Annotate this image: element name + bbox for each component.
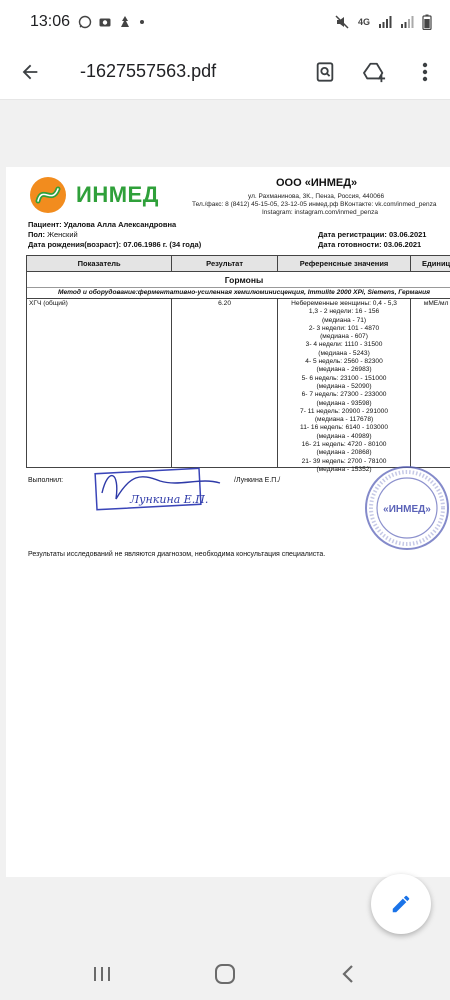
svg-text:«ИНМЕД»: «ИНМЕД» xyxy=(383,504,431,515)
dot-icon xyxy=(138,18,146,26)
signature-stamp xyxy=(90,463,230,521)
org-address: ул. Рахманинова, 3К., Пенза, Россия, 440066 xyxy=(248,193,385,200)
header-reference: Референсные значения xyxy=(278,256,411,271)
pencil-icon xyxy=(390,893,412,915)
recents-icon xyxy=(92,965,112,983)
reference-line: (медиана - 5243) xyxy=(318,349,370,357)
signal-icon-2 xyxy=(400,15,414,29)
reference-line: (медиана - 20868) xyxy=(316,449,372,457)
more-options-button[interactable] xyxy=(400,44,450,100)
reference-line: 21- 39 недель: 2700 - 78100 xyxy=(301,457,387,465)
reference-line: (медиана - 93598) xyxy=(316,399,372,407)
reference-line: 11- 16 недель: 6140 - 103000 xyxy=(300,424,389,432)
home-icon xyxy=(214,963,236,985)
pdf-page xyxy=(6,167,450,877)
drive-add-icon xyxy=(363,61,387,83)
reference-line: (медиана - 71) xyxy=(321,316,367,324)
dob-line: Дата рождения(возраст): 07.06.1986 г. (34 года) xyxy=(28,240,202,249)
recent-apps-button[interactable] xyxy=(72,947,132,1000)
pdf-viewer[interactable] xyxy=(0,101,450,947)
sex-line: Пол: Женский xyxy=(28,230,78,239)
battery-icon xyxy=(422,14,432,30)
camera-icon xyxy=(98,15,112,29)
app-notification-icon xyxy=(118,15,132,29)
find-in-document-button[interactable] xyxy=(300,44,350,100)
signal-icon xyxy=(378,15,392,29)
reference-line: (медиана - 117678) xyxy=(314,416,374,424)
org-seal-stamp xyxy=(362,463,450,553)
reference-line: 3- 4 недели: 1110 - 31500 xyxy=(305,341,383,349)
arrow-back-icon xyxy=(19,61,41,83)
org-name: ООО «ИНМЕД» xyxy=(276,177,358,189)
mute-icon xyxy=(334,14,350,30)
reference-line: (медиана - 15352) xyxy=(316,465,372,473)
patient-line: Пациент: Удалова Алла Александровна xyxy=(28,220,177,229)
add-to-drive-button[interactable] xyxy=(350,44,400,100)
reference-line: 4- 5 недель: 2560 - 82300 xyxy=(305,358,383,366)
row-result: 6.20 xyxy=(172,299,278,467)
chevron-left-icon xyxy=(341,964,355,984)
network-type: 4G xyxy=(357,17,370,27)
document-title: -1627557563.pdf xyxy=(80,61,217,81)
reference-line: (медиана - 26983) xyxy=(316,366,372,374)
reference-line: 2- 3 недели: 101 - 4870 xyxy=(308,324,380,332)
table-header xyxy=(27,256,450,272)
section-method: Метод и оборудование:ферментативно-усиленная хемилюминисценция, Immulite 2000 XPi, Siemens, Германия xyxy=(27,288,450,299)
org-contacts: Тел./факс: 8 (8412) 45-15-05, 23-12-05 инмед.рф ВКонтакте: vk.com/inmed_penza xyxy=(192,201,437,208)
search-document-icon xyxy=(314,61,336,83)
results-table xyxy=(26,255,450,473)
row-reference xyxy=(278,299,411,473)
reference-line: (медиана - 40989) xyxy=(316,432,372,440)
more-vert-icon xyxy=(422,61,428,83)
whatsapp-icon xyxy=(78,15,92,29)
system-nav-bar xyxy=(0,947,450,1000)
reference-line: 1,3 - 2 недели: 16 - 156 xyxy=(308,308,380,316)
header-unit: Единиц xyxy=(422,259,450,268)
inmed-logo-icon xyxy=(28,175,68,215)
reference-line: (медиана - 52090) xyxy=(316,382,372,390)
reference-line: 16- 21 недель: 4720 - 80100 xyxy=(301,441,387,449)
svg-text:Лункина Е.П.: Лункина Е.П. xyxy=(130,493,209,506)
logo xyxy=(28,175,159,215)
ready-date: Дата готовности: 03.06.2021 xyxy=(318,240,422,249)
registration-date: Дата регистрации: 03.06.2021 xyxy=(318,230,427,239)
header-result: Результат xyxy=(172,256,278,271)
performer-name: /Лункина Е.П./ xyxy=(234,477,281,484)
patient-name: Удалова Алла Александровна xyxy=(63,220,177,229)
reference-line: (медиана - 607) xyxy=(320,333,368,341)
reference-line: Небеременные женщины: 0,4 - 5,3 xyxy=(291,300,397,307)
status-bar xyxy=(0,0,450,44)
reference-line: 7- 11 недель: 20900 - 291000 xyxy=(300,407,389,415)
row-unit: мМЕ/мл xyxy=(423,300,449,307)
status-time: 13:06 xyxy=(30,13,71,30)
home-button[interactable] xyxy=(195,947,255,1000)
edit-fab-button[interactable] xyxy=(371,874,431,934)
reference-line: 6- 7 недель: 27300 - 233000 xyxy=(301,391,387,399)
org-instagram: Instagram: instagram.com/inmed_penza xyxy=(262,209,378,216)
section-title: Гормоны xyxy=(27,272,450,288)
row-name: ХГЧ (общий) xyxy=(27,299,172,467)
reference-line: 5- 6 недель: 23100 - 151000 xyxy=(301,374,387,382)
back-button[interactable] xyxy=(2,44,58,100)
header-indicator: Показатель xyxy=(27,256,172,271)
table-row xyxy=(27,299,450,473)
app-bar xyxy=(0,44,450,100)
performer-label: Выполнил: xyxy=(28,477,64,484)
logo-text: ИНМЕД xyxy=(76,182,159,207)
nav-back-button[interactable] xyxy=(318,947,378,1000)
disclaimer: Результаты исследований не являются диагнозом, необходима консультация специалиста. xyxy=(28,551,326,558)
